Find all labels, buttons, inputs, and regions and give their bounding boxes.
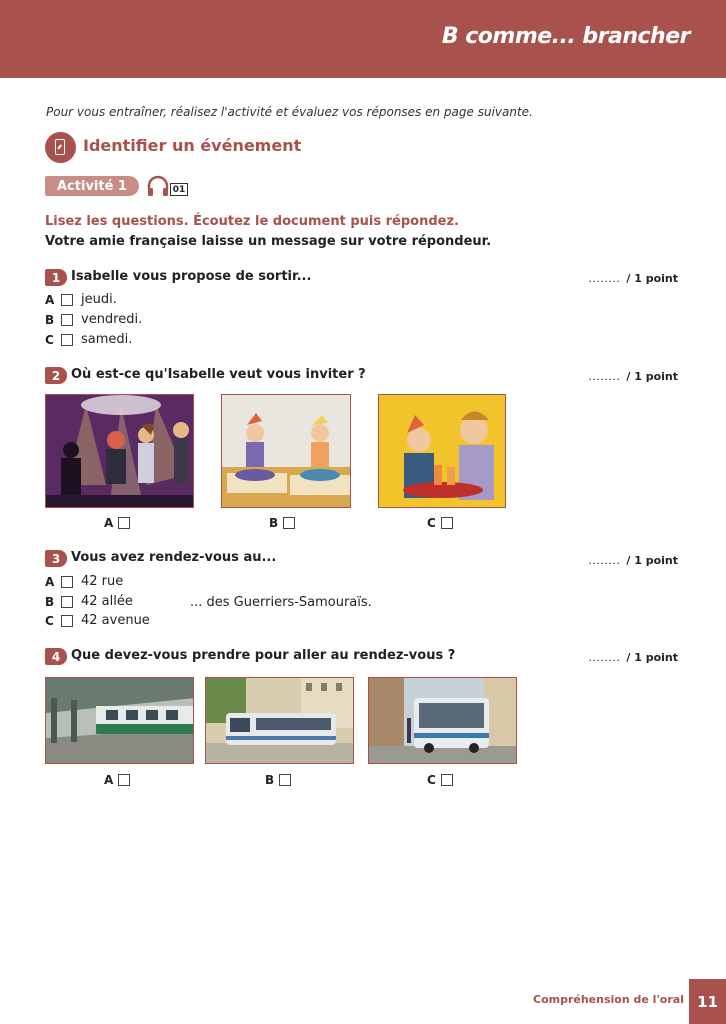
page-number: 11 (689, 979, 726, 1024)
option-letter: B (45, 594, 55, 609)
option-letter: A (104, 516, 114, 530)
yoga-class-illustration (221, 394, 351, 508)
answer-checkbox[interactable] (118, 517, 130, 529)
option-letter: C (45, 613, 54, 628)
answer-checkbox[interactable] (61, 334, 73, 346)
score (588, 370, 678, 383)
score-points: / 1 point (626, 651, 678, 664)
score-dots: ........ (588, 370, 621, 383)
phone-icon (45, 132, 76, 163)
picture-option (104, 516, 130, 530)
option-text: 42 rue (81, 574, 124, 589)
score (588, 554, 678, 567)
option-letter: C (427, 516, 436, 530)
question-number: 3 (45, 550, 67, 567)
score-dots: ........ (588, 272, 621, 285)
picture-option (265, 773, 291, 787)
picture-option (104, 773, 130, 787)
option-row (45, 312, 142, 327)
question-text: Où est-ce qu'Isabelle veut vous inviter ? (71, 367, 366, 382)
option-row (45, 292, 117, 307)
question-number: 4 (45, 648, 67, 665)
metro-train-photo (45, 677, 194, 764)
nightclub-party-illustration (45, 394, 194, 508)
score (588, 651, 678, 664)
option-letter: C (45, 332, 54, 347)
activity-label: Activité 1 (45, 176, 139, 196)
answer-checkbox[interactable] (61, 596, 73, 608)
answer-checkbox[interactable] (118, 774, 130, 786)
question-number: 1 (45, 269, 67, 286)
score-dots: ........ (588, 554, 621, 567)
answer-checkbox[interactable] (61, 294, 73, 306)
intro-text: Pour vous entraîner, réalisez l'activité et évaluez vos réponses en page suivante. (46, 105, 533, 119)
option-text: samedi. (81, 332, 133, 347)
picture-option (427, 516, 453, 530)
picture-option (427, 773, 453, 787)
option-letter: A (104, 773, 114, 787)
option-row (45, 332, 132, 347)
score-points: / 1 point (626, 370, 678, 383)
option-letter: A (45, 574, 55, 589)
cafe-drinks-illustration (378, 394, 506, 508)
option-letter: C (427, 773, 436, 787)
answer-checkbox[interactable] (279, 774, 291, 786)
option-letter: B (269, 516, 279, 530)
option-text: jeudi. (81, 292, 117, 307)
option-row (45, 613, 150, 628)
score-dots: ........ (588, 651, 621, 664)
tramway-photo (205, 677, 354, 764)
instruction-line-2: Votre amie française laisse un message sur votre répondeur. (45, 234, 492, 249)
answer-checkbox[interactable] (61, 314, 73, 326)
option-text: 42 allée (81, 594, 133, 609)
footer-section: Compréhension de l'oral (533, 993, 684, 1006)
headphones-icon[interactable] (146, 174, 170, 198)
score-points: / 1 point (626, 554, 678, 567)
answer-checkbox[interactable] (61, 576, 73, 588)
address-suffix: ... des Guerriers-Samouraïs. (190, 595, 372, 610)
question-text: Que devez-vous prendre pour aller au rendez-vous ? (71, 648, 456, 663)
page-title: B comme... brancher (441, 24, 690, 49)
answer-checkbox[interactable] (441, 517, 453, 529)
option-row (45, 594, 133, 609)
instruction-line-1: Lisez les questions. Écoutez le document puis répondez. (45, 214, 459, 229)
answer-checkbox[interactable] (283, 517, 295, 529)
question-text: Isabelle vous propose de sortir... (71, 269, 312, 284)
score-points: / 1 point (626, 272, 678, 285)
bus-photo (368, 677, 517, 764)
picture-option (269, 516, 295, 530)
option-text: 42 avenue (81, 613, 150, 628)
track-number: 01 (170, 183, 188, 196)
question-number: 2 (45, 367, 67, 384)
answer-checkbox[interactable] (61, 615, 73, 627)
option-row (45, 574, 123, 589)
option-letter: B (265, 773, 275, 787)
option-text: vendredi. (81, 312, 143, 327)
answer-checkbox[interactable] (441, 774, 453, 786)
section-title: Identifier un événement (83, 136, 302, 155)
option-letter: B (45, 312, 55, 327)
option-letter: A (45, 292, 55, 307)
score (588, 272, 678, 285)
question-text: Vous avez rendez-vous au... (71, 550, 277, 565)
